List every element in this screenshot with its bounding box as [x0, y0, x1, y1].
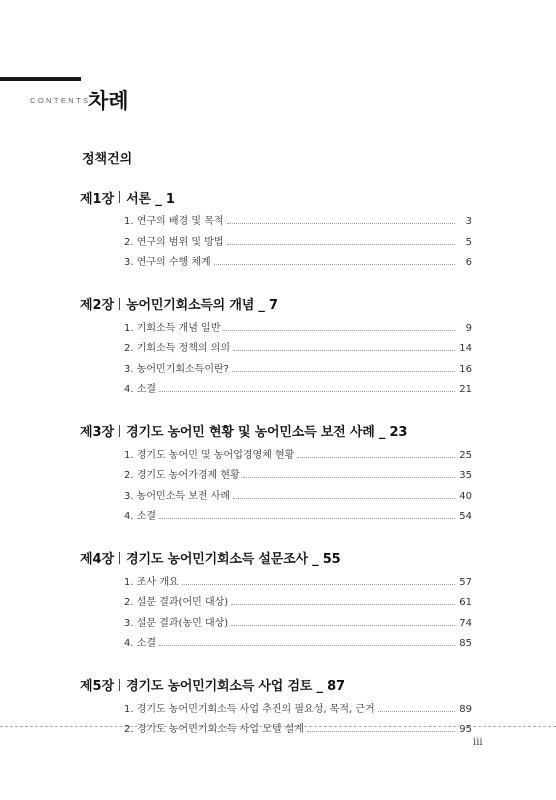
section-title: 2. 경기도 농어민기회소득 사업 모델 설계 [124, 724, 304, 735]
dot-leader [231, 616, 455, 626]
section-list [80, 319, 472, 401]
toc-entry-link[interactable] [80, 380, 472, 401]
page-number: 25 [459, 449, 472, 461]
section-title: 3. 농어민소득 보전 사례 [124, 490, 231, 502]
section-title: 1. 기회소득 개념 일반 [124, 322, 221, 334]
chapter-4 [80, 548, 472, 655]
chapter-heading-link[interactable] [80, 675, 472, 695]
page-number: 21 [459, 384, 472, 395]
chapter-separator [119, 679, 120, 691]
section-list [80, 212, 472, 274]
section-title: 4. 소결 [124, 638, 157, 649]
section-title: 1. 연구의 배경 및 목적 [124, 216, 224, 227]
dot-leader [243, 468, 455, 478]
toc-entry-link[interactable] [80, 233, 472, 254]
page-number: 74 [459, 617, 472, 629]
page-number: 85 [459, 638, 472, 649]
toc-entry-link[interactable] [80, 634, 472, 655]
chapter-heading-link[interactable] [80, 187, 472, 207]
toc-entry-link[interactable] [80, 593, 472, 614]
page-number: 54 [459, 511, 472, 522]
section-list [80, 700, 472, 741]
chapter-number: 제5장 [80, 679, 115, 694]
section-title: 1. 조사 개요 [124, 576, 179, 588]
dot-leader [227, 235, 455, 245]
section-title: 4. 소결 [124, 511, 157, 522]
chapter-separator [119, 191, 120, 203]
toc-entry-link[interactable] [80, 319, 472, 340]
dot-leader [223, 321, 455, 331]
chapter-title: 농어민기회소득의 개념 _ 7 [126, 298, 278, 313]
dot-leader [232, 362, 455, 372]
top-rule [0, 77, 81, 81]
toc-entry-link[interactable] [80, 487, 472, 508]
dot-leader [159, 509, 455, 519]
section-list [80, 573, 472, 655]
chapter-title: 경기도 농어민기회소득 설문조사 _ 55 [126, 552, 341, 567]
chapter-5 [80, 675, 472, 741]
chapter-heading-link[interactable] [80, 548, 472, 568]
chapter-title: 경기도 농어민 현황 및 농어민소득 보전 사례 _ 23 [126, 425, 408, 440]
toc-entry-link[interactable] [80, 360, 472, 381]
dot-leader [378, 702, 455, 712]
chapter-heading-link[interactable] [80, 294, 472, 314]
toc-entry-link[interactable] [80, 507, 472, 528]
chapter-title: 경기도 농어민기회소득 사업 검토 _ 87 [126, 679, 345, 694]
toc-title: 차례 [88, 89, 129, 113]
chapter-number: 제3장 [80, 425, 115, 440]
chapter-number: 제1장 [80, 191, 115, 207]
dot-leader [307, 722, 455, 732]
page-number: 61 [459, 597, 472, 608]
toc-entry-link[interactable] [80, 614, 472, 635]
toc-entry-link[interactable] [80, 573, 472, 594]
page-number: 14 [459, 343, 472, 354]
contents-label: CONTENTS [30, 96, 91, 105]
toc-entry-link[interactable] [80, 446, 472, 467]
dot-leader [233, 341, 455, 351]
chapter-1 [80, 187, 472, 274]
section-title: 2. 설문 결과(어민 대상) [124, 597, 229, 608]
page-number: 9 [465, 322, 472, 334]
dot-leader [159, 382, 455, 392]
toc-entry-link[interactable] [80, 720, 472, 741]
chapter-separator [119, 425, 120, 437]
dot-leader [214, 255, 455, 265]
section-title: 4. 소결 [124, 384, 157, 395]
dot-leader [227, 214, 455, 224]
page-number: 5 [465, 236, 472, 248]
toc-entry-link[interactable] [80, 339, 472, 360]
chapter-separator [119, 298, 120, 310]
section-title: 3. 농어민기회소득이란? [124, 363, 229, 375]
chapter-heading-link[interactable] [80, 421, 472, 441]
toc-entry-link[interactable] [80, 253, 472, 274]
chapter-number: 제4장 [80, 552, 115, 567]
section-title: 2. 연구의 범위 및 방법 [124, 236, 224, 248]
page-number: 95 [459, 724, 472, 735]
footer-divider [0, 726, 556, 727]
page-number: 40 [459, 490, 472, 502]
page-number: 3 [465, 216, 472, 227]
chapter-list [80, 187, 472, 741]
toc-entry-link[interactable] [80, 700, 472, 721]
page-number: 57 [459, 576, 472, 588]
policy-heading-link[interactable]: 정책건의 [82, 152, 133, 167]
page-number: 89 [459, 703, 472, 715]
toc-entry-link[interactable] [80, 466, 472, 487]
chapter-separator [119, 552, 120, 564]
dot-leader [159, 636, 455, 646]
page-number: 35 [459, 470, 472, 481]
dot-leader [182, 575, 455, 585]
section-title: 1. 경기도 농어민 및 농어업경영체 현황 [124, 449, 295, 461]
section-list [80, 446, 472, 528]
dot-leader [297, 448, 455, 458]
toc-entry-link[interactable] [80, 212, 472, 233]
chapter-title: 서론 _ 1 [126, 191, 175, 207]
dot-leader [233, 489, 455, 499]
section-title: 3. 설문 결과(농민 대상) [124, 617, 229, 629]
section-title: 2. 경기도 농어가경제 현황 [124, 470, 240, 481]
section-title: 1. 경기도 농어민기회소득 사업 추진의 필요성, 목적, 근거 [124, 703, 375, 715]
section-title: 3. 연구의 수행 체계 [124, 257, 211, 268]
chapter-3 [80, 421, 472, 528]
chapter-number: 제2장 [80, 298, 115, 313]
page-number: 6 [465, 257, 472, 268]
footer-page-number: iii [473, 737, 483, 748]
page-number: 16 [459, 363, 472, 375]
chapter-2 [80, 294, 472, 401]
dot-leader [231, 595, 455, 605]
section-title: 2. 기회소득 정책의 의의 [124, 343, 231, 354]
